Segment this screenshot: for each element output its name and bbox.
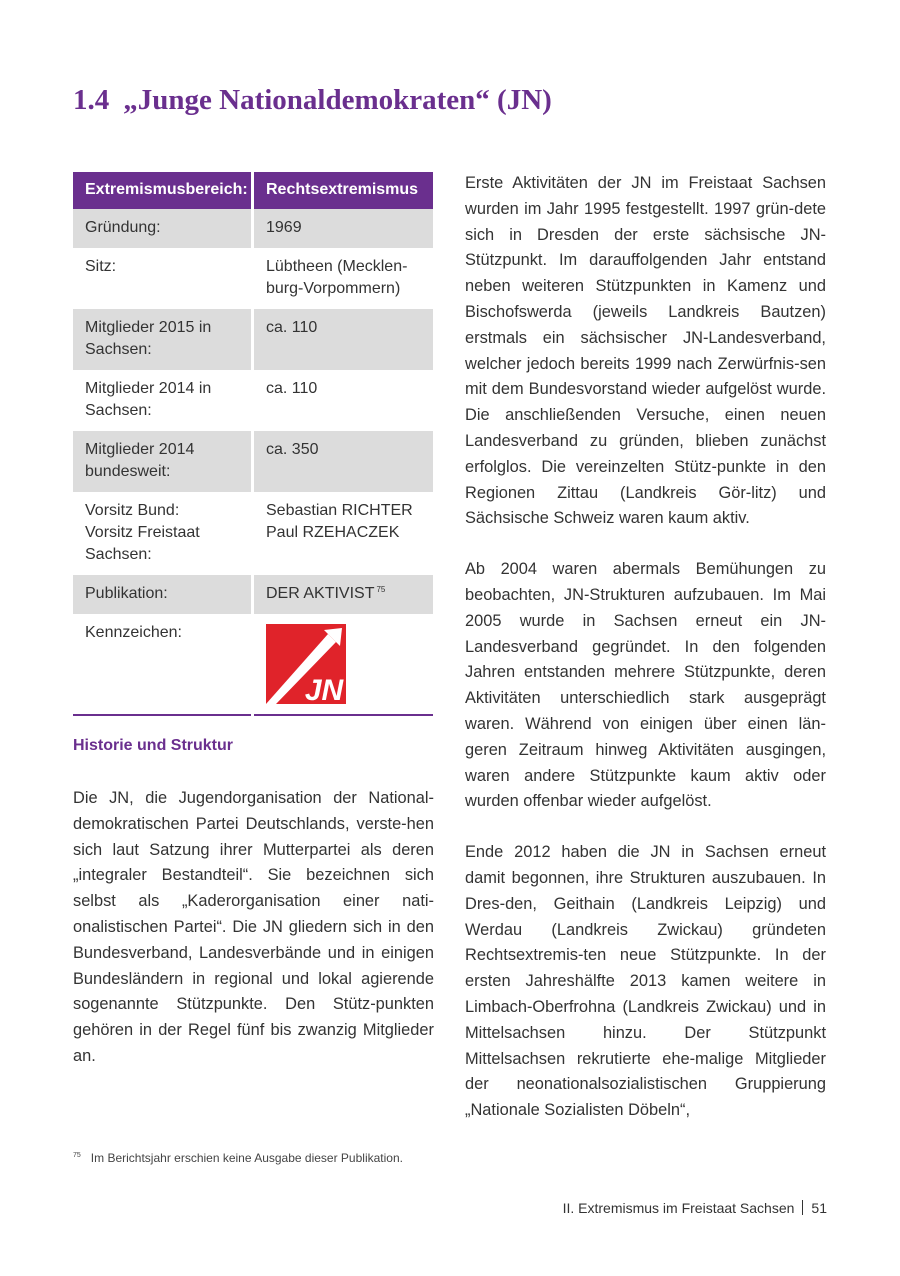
page-title: [73, 84, 552, 117]
paragraph: Ab 2004 waren abermals Bemühungen zu beobachten, JN-Strukturen aufzubauen. Im Mai 2005 wurde in Sachsen erneut ein JN-Landesverband gegründet. In den folgenden Jahren entstanden mehrere Stützpunkte, deren Aktivitäten unterschiedlich stark ausgeprägt waren. Während von einigen über einen län-geren Zeitraum hinweg Aktivitäten ausgingen, waren andere Stützpunkte kaum aktiv oder wurden offenbar wieder aufgelöst.: [465, 560, 826, 811]
paragraph: Ende 2012 haben die JN in Sachsen erneut damit begonnen, ihre Strukturen auszubauen. In Dres-den, Geithain (Landkreis Leipzig) und Werdau (Landkreis Zwickau) gründeten Rechtsextremis-ten neue Stützpunkte. In der ersten Jahreshälfte 2013 kamen weitere in Limbach-Oberfrohna (Landkreis Zwickau) und in Mittelsachsen hinzu. Der Stützpunkt Mittelsachsen rekrutierte ehe-malige Mitglieder der neonationalsozialistischen Gruppierung „Nationale Sozialisten Döbeln“,: [465, 843, 826, 1120]
header-label: Extremismusbereich:: [73, 172, 253, 209]
row-value: ca. 110: [253, 309, 434, 370]
table-row: [73, 209, 433, 248]
logo-text: JN: [304, 674, 344, 704]
publication-name: DER AKTIVIST: [266, 585, 375, 602]
section-number: 1.4: [73, 84, 110, 116]
table-row: [73, 492, 433, 575]
row-label: Gründung:: [73, 209, 253, 248]
jn-logo-icon: [266, 624, 346, 704]
header-value: Rechtsextremismus: [253, 172, 434, 209]
label-vorsitz-sachsen: Vorsitz Freistaat Sachsen:: [85, 524, 200, 563]
right-column: [465, 171, 826, 1124]
footnote-ref: 75: [376, 584, 386, 594]
paragraph: Die JN, die Jugendorganisation der National-demokratischen Partei Deutschlands, verste-hen sich laut Satzung ihrer Mutterpartei als deren „integraler Bestandteil“. Sie bezeichnen sich selbst als „Kaderorganisation einer nati-onalistischen Partei“. Die JN gliedern sich in den Bundesverband, Landesverbände und in einigen Bundesländern in regional und lokal agierende sogenannte Stützpunkte. Den Stütz-punkten gehören in der Regel fünf bis zwanzig Mitglieder an.: [73, 789, 434, 1065]
table-row: [73, 431, 433, 492]
paragraph: Erste Aktivitäten der JN im Freistaat Sachsen wurden im Jahr 1995 festgestellt. 1997 grün-dete sich in Dresden der erste sächsische JN-Stützpunkt. Im darauffolgenden Jahr entstand neben weiteren Stützpunkten in Kamenz und Bischofswerda (jeweils Landkreis Bautzen) erstmals ein sächsischer JN-Landesverband, welcher jedoch bereits 1999 nach Zerwürfnis-sen mit dem Bundesvorstand wieder aufgelöst wurde. Die anschließenden Versuche, einen neuen Landesverband zu gründen, blieben zunächst erfolglos. Die vereinzelten Stütz-punkte in den Regionen Zittau (Landkreis Gör-litz) und Sächsische Schweiz waren kaum aktiv.: [465, 174, 826, 528]
row-value: [253, 614, 434, 715]
section-title: „Junge Nationaldemokraten“ (JN): [123, 84, 552, 116]
table-row: [73, 614, 433, 715]
footnote-text: Im Berichtsjahr erschien keine Ausgabe dieser Publikation.: [90, 1151, 403, 1165]
table-row: [73, 309, 433, 370]
table-row: [73, 370, 433, 431]
footer-divider: [802, 1200, 803, 1215]
facts-header-row: [73, 172, 433, 209]
page-number: 51: [811, 1200, 827, 1216]
row-label: Mitglieder 2014 bundesweit:: [73, 431, 253, 492]
page-footer: [563, 1200, 827, 1216]
value-vorsitz-sachsen: Paul RZEHACZEK: [266, 524, 400, 541]
row-label: Mitglieder 2015 in Sachsen:: [73, 309, 253, 370]
footnote: [73, 1151, 403, 1165]
row-value: 1969: [253, 209, 434, 248]
left-column: [73, 786, 434, 1070]
row-label: Sitz:: [73, 248, 253, 309]
table-row: [73, 575, 433, 614]
row-label: Publikation:: [73, 575, 253, 614]
footnote-number: 75: [73, 1152, 81, 1159]
row-label: Kennzeichen:: [73, 614, 253, 715]
label-vorsitz-bund: Vorsitz Bund:: [85, 502, 180, 519]
row-value: ca. 350: [253, 431, 434, 492]
table-row: [73, 248, 433, 309]
row-value: ca. 110: [253, 370, 434, 431]
footer-section: II. Extremismus im Freistaat Sachsen: [562, 1200, 795, 1216]
facts-table: [73, 172, 433, 716]
row-value: [253, 492, 434, 575]
row-value: Lübtheen (Mecklen-burg-Vorpommern): [253, 248, 434, 309]
section-subheading: Historie und Struktur: [73, 737, 234, 754]
row-value: [253, 575, 434, 614]
row-label: Mitglieder 2014 in Sachsen:: [73, 370, 253, 431]
value-vorsitz-bund: Sebastian RICHTER: [266, 502, 413, 519]
row-label: [73, 492, 253, 575]
